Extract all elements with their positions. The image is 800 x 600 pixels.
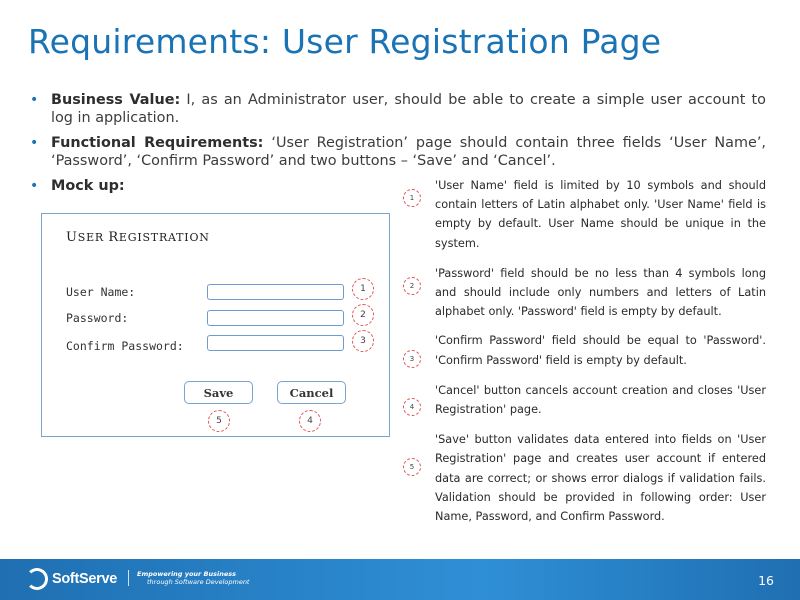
bullet-dot-icon: • (30, 135, 39, 151)
note-marker-3-icon: 3 (403, 350, 421, 368)
mockup-title-part: EGISTRATION (118, 231, 210, 244)
marker-1-icon: 1 (352, 278, 374, 300)
note-cancel: 'Cancel' button cancels account creation and closes 'User Registration' page. (435, 383, 766, 417)
marker-5-icon: 5 (208, 410, 230, 432)
slide-title: Requirements: User Registration Page (28, 22, 662, 61)
tagline (128, 570, 249, 586)
note-marker-2-icon: 2 (403, 277, 421, 295)
user-name-input[interactable] (207, 284, 344, 300)
bullet-functional-requirements (28, 134, 766, 170)
bullet-business-value (28, 91, 766, 127)
user-name-label: User Name: (66, 285, 136, 299)
tagline-line-2: through Software Development (147, 578, 250, 586)
note-marker-1-icon: 1 (403, 189, 421, 207)
softserve-logo (26, 568, 117, 590)
bullet-label: Mock up: (51, 178, 125, 194)
note-user-name: 'User Name' field is limited by 10 symbols and should contain letters of Latin alphabet only. 'User Name' field is empty by default. User Name should be unique in the system. (435, 179, 766, 250)
note-save: 'Save' button validates data entered into fields on 'User Registration' page and creates user account if entered data are correct; or shows error dialogs if validation fails. Validation should be provided in following order: User Name, Password, and Confirm Password. (435, 433, 766, 524)
note-password: 'Password' field should be no less than 4 symbols long and should include only numbers and letters of Latin alphabet only. 'Password' field is empty by default. (435, 266, 766, 319)
bullet-dot-icon: • (30, 178, 39, 194)
password-label: Password: (66, 311, 129, 325)
save-button[interactable]: Save (184, 381, 253, 404)
password-input[interactable] (207, 310, 344, 326)
requirement-notes (435, 176, 766, 537)
cancel-button[interactable]: Cancel (277, 381, 346, 404)
confirm-password-label: Confirm Password: (66, 339, 184, 353)
bullet-dot-icon: • (30, 92, 39, 108)
marker-3-icon: 3 (352, 330, 374, 352)
marker-2-icon: 2 (352, 304, 374, 326)
note-marker-5-icon: 5 (403, 458, 421, 476)
registration-mockup (41, 213, 390, 437)
bullet-label: Functional Requirements: (51, 135, 264, 151)
mockup-title-cap: U (66, 230, 78, 245)
marker-4-icon: 4 (299, 410, 321, 432)
bullet-label: Business Value: (51, 92, 181, 108)
page-number: 16 (758, 573, 774, 588)
mockup-title (66, 230, 210, 245)
footer-bar (0, 559, 800, 600)
mockup-title-part: SER (77, 231, 109, 244)
logo-text: SoftServe (52, 571, 117, 587)
note-confirm-password: 'Confirm Password' field should be equal to 'Password'. 'Confirm Password' field is empty by default. (435, 334, 766, 367)
bullet-text: I, as an Administrator user, should be able to create a simple user account to log in application. (51, 92, 766, 126)
note-marker-4-icon: 4 (403, 398, 421, 416)
mockup-title-cap: R (108, 230, 119, 245)
bullet-text: ‘User Registration’ page should contain three fields ‘User Name’, ‘Password’, ‘Confirm Password’ and two buttons – ‘Save’ and ‘Cancel’. (51, 135, 767, 169)
tagline-line-1: Empowering your Business (137, 570, 236, 578)
confirm-password-input[interactable] (207, 335, 344, 351)
softserve-logo-icon (26, 568, 48, 590)
